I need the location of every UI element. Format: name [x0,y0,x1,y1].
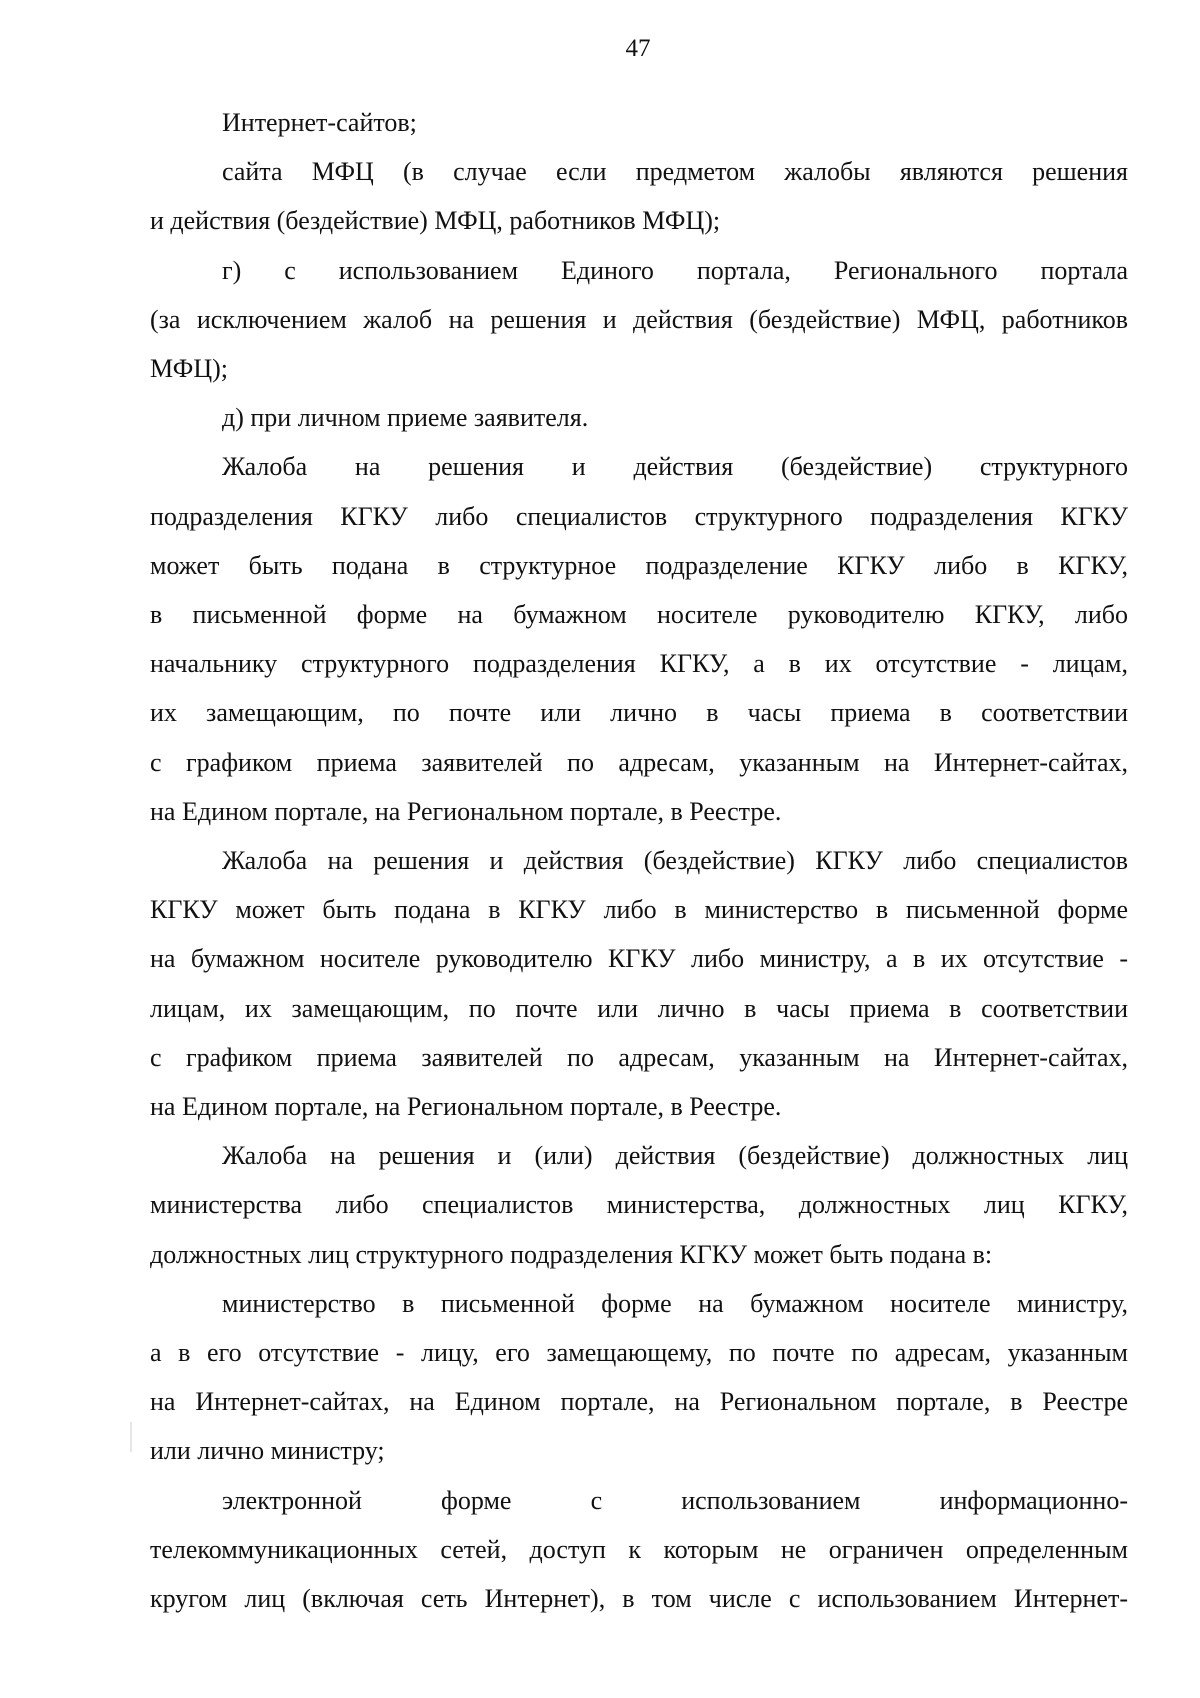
text-line: д) при личном приеме заявителя. [222,403,589,433]
text-line: может быть подана в структурное подразделение КГКУ либо в КГКУ, [150,550,1128,580]
text-line: или лично министру; [150,1436,385,1466]
text-line: МФЦ); [150,354,228,384]
text-line: с графиком приема заявителей по адресам, указанным на Интернет-сайтах, [150,1042,1128,1072]
scan-artifact [130,1422,132,1452]
paragraph-7 [150,1131,1128,1279]
text-line: Жалоба на решения и (или) действия (бездействие) должностных лиц [222,1141,1128,1171]
paragraph-3 [150,246,1128,394]
page-number: 47 [625,35,651,62]
document-body [150,98,1128,1623]
text-line: КГКУ может быть подана в КГКУ либо в министерство в письменной форме [150,895,1128,925]
text-line: на Едином портале, на Региональном портале, в Реестре. [150,1092,782,1122]
text-line: лицам, их замещающим, по почте или лично в часы приема в соответствии [150,993,1128,1023]
text-line: подразделения КГКУ либо специалистов структурного подразделения КГКУ [150,501,1128,531]
text-line: начальнику структурного подразделения КГКУ, а в их отсутствие - лицам, [150,649,1128,679]
text-line: г) с использованием Единого портала, Регионального портала [222,255,1128,285]
text-line: Жалоба на решения и действия (бездействие) структурного [222,452,1128,482]
text-line: а в его отсутствие - лицу, его замещающему, по почте по адресам, указанным [150,1338,1128,1368]
paragraph-1 [150,98,1128,147]
paragraph-9 [150,1476,1128,1624]
paragraph-5 [150,442,1128,836]
paragraph-2 [150,147,1128,245]
text-line: министерство в письменной форме на бумажном носителе министру, [222,1288,1128,1318]
text-line: (за исключением жалоб на решения и действия (бездействие) МФЦ, работников [150,304,1128,334]
text-line: кругом лиц (включая сеть Интернет), в том числе с использованием Интернет- [150,1584,1128,1614]
text-line: сайта МФЦ (в случае если предметом жалобы являются решения [222,157,1128,187]
text-line: министерства либо специалистов министерства, должностных лиц КГКУ, [150,1190,1128,1220]
text-line: с графиком приема заявителей по адресам, указанным на Интернет-сайтах, [150,747,1128,777]
paragraph-8 [150,1279,1128,1476]
text-line: должностных лиц структурного подразделения КГКУ может быть подана в: [150,1239,993,1269]
paragraph-4 [150,393,1128,442]
text-line: телекоммуникационных сетей, доступ к которым не ограничен определенным [150,1534,1128,1564]
text-line: их замещающим, по почте или лично в часы приема в соответствии [150,698,1128,728]
text-line: электронной форме с использованием информационно- [222,1485,1128,1515]
text-line: Жалоба на решения и действия (бездействие) КГКУ либо специалистов [222,846,1128,876]
text-line: Интернет-сайтов; [222,108,417,137]
text-line: на Едином портале, на Региональном портале, в Реестре. [150,796,782,826]
text-line: и действия (бездействие) МФЦ, работников МФЦ); [150,206,721,236]
paragraph-6 [150,836,1128,1131]
text-line: на бумажном носителе руководителю КГКУ либо министру, а в их отсутствие - [150,944,1128,974]
text-line: на Интернет-сайтах, на Едином портале, на Региональном портале, в Реестре [150,1387,1128,1417]
text-line: в письменной форме на бумажном носителе руководителю КГКУ, либо [150,600,1128,630]
